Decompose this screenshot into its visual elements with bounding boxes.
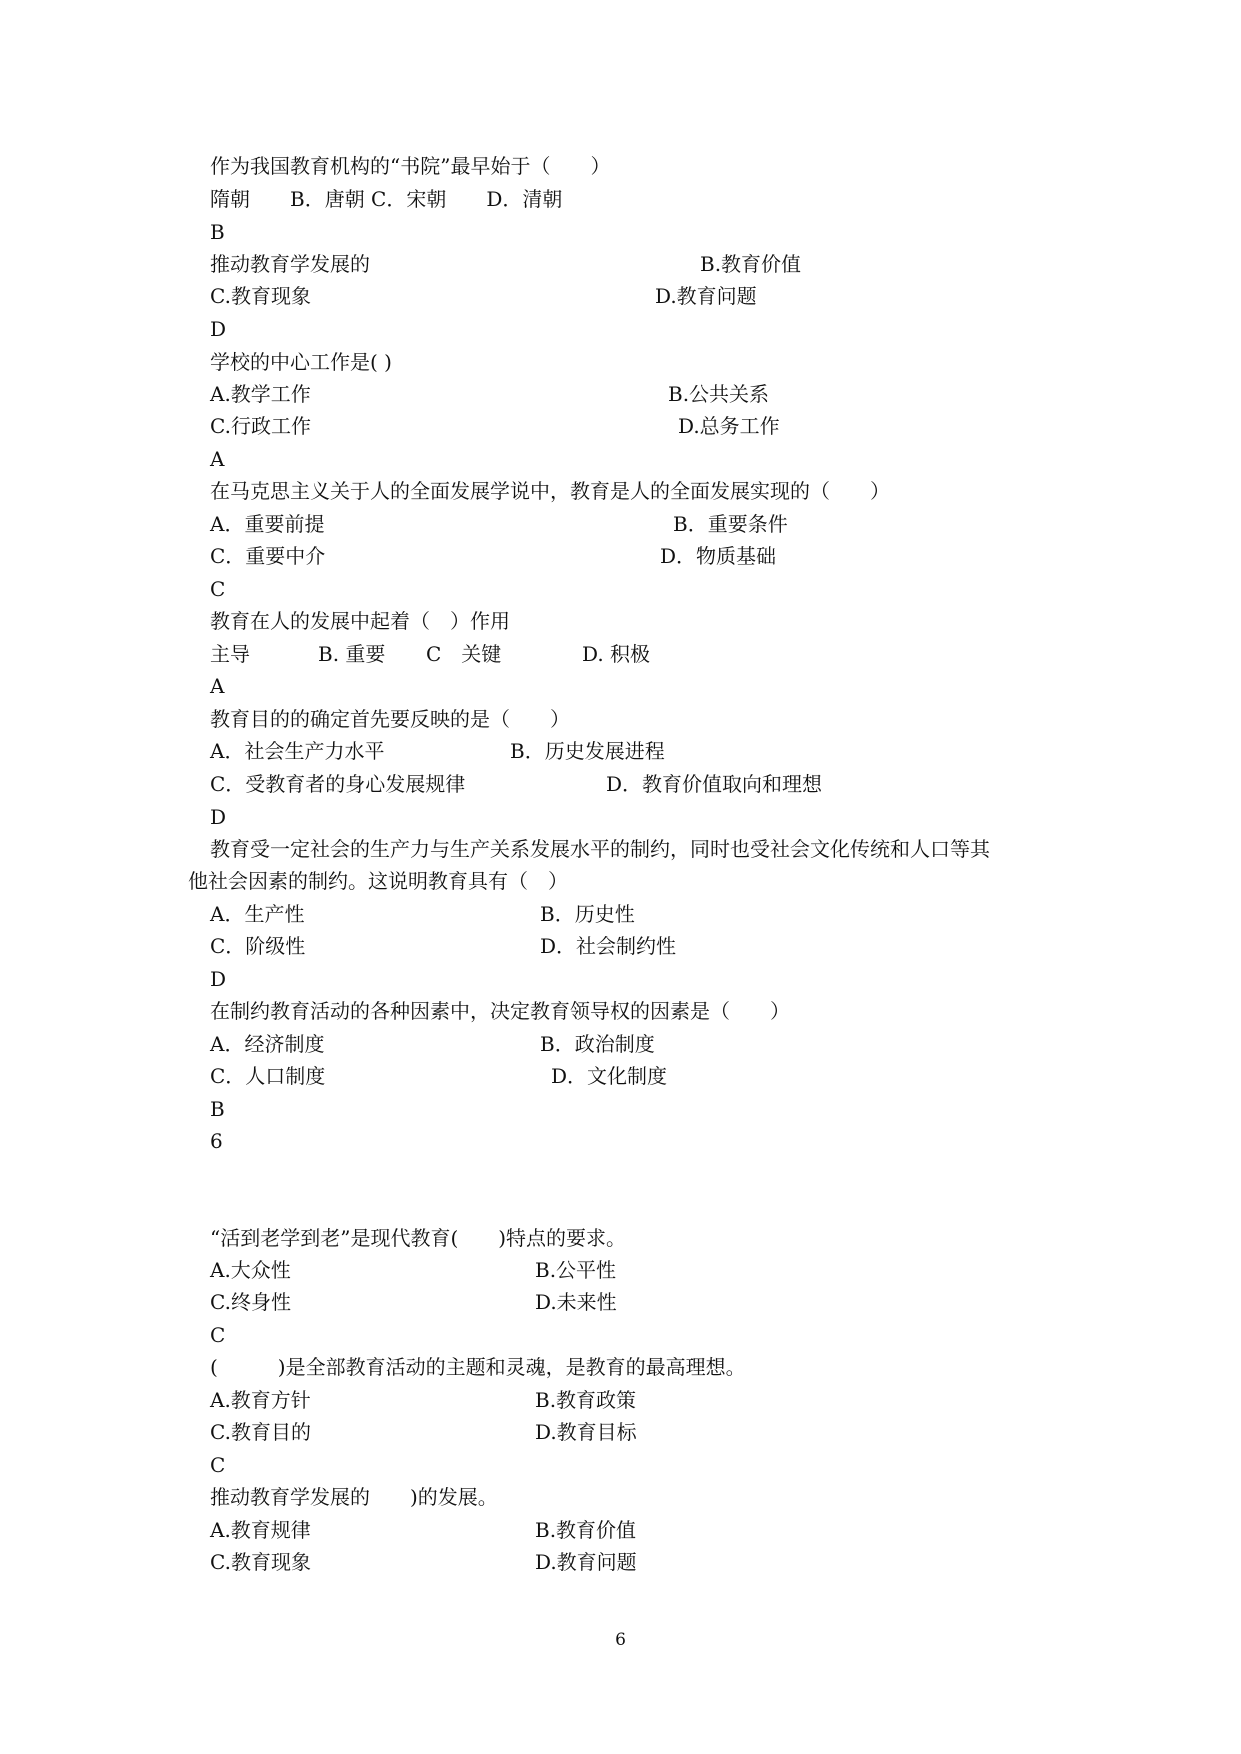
q7-option-a: A．生产性	[210, 902, 305, 926]
q4-option-d: D．物质基础	[660, 544, 777, 568]
q7-stem-continued: 他社会因素的制约。这说明教育具有（ ）	[188, 869, 568, 893]
q10-option-a: A.教育方针	[210, 1388, 311, 1412]
q11-option-c: C.教育现象	[210, 1550, 311, 1574]
q10-option-c: C.教育目的	[210, 1420, 311, 1444]
q9-option-d: D.未来性	[535, 1290, 617, 1314]
q7-stem: 教育受一定社会的生产力与生产关系发展水平的制约，同时也受社会文化传统和人口等其	[210, 837, 990, 861]
q3-option-d: D.总务工作	[678, 414, 780, 438]
q4-answer: C	[210, 577, 226, 601]
q6-option-a: A．社会生产力水平	[210, 739, 385, 763]
q8-option-d: D．文化制度	[551, 1064, 668, 1088]
q2-option-b: B.教育价值	[700, 252, 802, 276]
q10-option-b: B.教育政策	[535, 1388, 637, 1412]
q1-answer: B	[210, 220, 225, 244]
q8-option-b: B．政治制度	[540, 1032, 655, 1056]
q8-answer: B	[210, 1097, 225, 1121]
q2-stem: 推动教育学发展的	[210, 252, 370, 276]
q3-answer: A	[210, 447, 225, 471]
q8-option-c: C．人口制度	[210, 1064, 326, 1088]
q11-option-b: B.教育价值	[535, 1518, 637, 1542]
q7-option-c: C．阶级性	[210, 934, 306, 958]
q7-option-b: B．历史性	[540, 902, 635, 926]
q4-option-b: B．重要条件	[673, 512, 788, 536]
q7-option-d: D．社会制约性	[540, 934, 677, 958]
q4-option-c: C．重要中介	[210, 544, 326, 568]
q9-answer: C	[210, 1323, 226, 1347]
q1-stem: 作为我国教育机构的“书院”最早始于（ ）	[210, 154, 611, 178]
q5-stem: 教育在人的发展中起着（ ）作用	[210, 609, 510, 633]
q8-option-a: A．经济制度	[210, 1032, 325, 1056]
q6-stem: 教育目的的确定首先要反映的是（ ）	[210, 707, 570, 731]
q10-answer: C	[210, 1453, 226, 1477]
q5-option-a: 主导	[210, 642, 250, 666]
q10-stem: ( )是全部教育活动的主题和灵魂，是教育的最高理想。	[210, 1355, 746, 1379]
q1-options: 隋朝 B．唐朝 C．宋朝 D．清朝	[210, 187, 563, 211]
q4-option-a: A．重要前提	[210, 512, 325, 536]
q3-option-a: A.教学工作	[210, 382, 311, 406]
q2-option-c: C.教育现象	[210, 284, 311, 308]
q11-option-d: D.教育问题	[535, 1550, 637, 1574]
q3-option-b: B.公共关系	[668, 382, 770, 406]
q6-option-d: D．教育价值取向和理想	[606, 772, 823, 796]
q11-stem: 推动教育学发展的 )的发展。	[210, 1485, 498, 1509]
q6-option-b: B．历史发展进程	[510, 739, 665, 763]
q5-answer: A	[210, 674, 225, 698]
q11-option-a: A.教育规律	[210, 1518, 311, 1542]
q9-option-a: A.大众性	[210, 1258, 291, 1282]
q9-option-c: C.终身性	[210, 1290, 291, 1314]
q7-answer: D	[210, 967, 227, 991]
inline-page-number: 6	[210, 1129, 223, 1153]
q3-stem: 学校的中心工作是( )	[210, 350, 392, 374]
q8-stem: 在制约教育活动的各种因素中，决定教育领导权的因素是（ ）	[210, 999, 790, 1023]
q9-stem: “活到老学到老”是现代教育( )特点的要求。	[210, 1226, 627, 1250]
q4-stem: 在马克思主义关于人的全面发展学说中，教育是人的全面发展实现的（ ）	[210, 479, 890, 503]
q9-option-b: B.公平性	[535, 1258, 617, 1282]
q3-option-c: C.行政工作	[210, 414, 311, 438]
q5-option-c: C 关键	[426, 642, 502, 666]
page-number: 6	[615, 1630, 626, 1650]
q10-option-d: D.教育目标	[535, 1420, 637, 1444]
q6-option-c: C．受教育者的身心发展规律	[210, 772, 466, 796]
q2-answer: D	[210, 317, 227, 341]
q2-option-d: D.教育问题	[655, 284, 757, 308]
q5-option-d: D. 积极	[582, 642, 651, 666]
q6-answer: D	[210, 805, 227, 829]
q5-option-b: B. 重要	[318, 642, 386, 666]
